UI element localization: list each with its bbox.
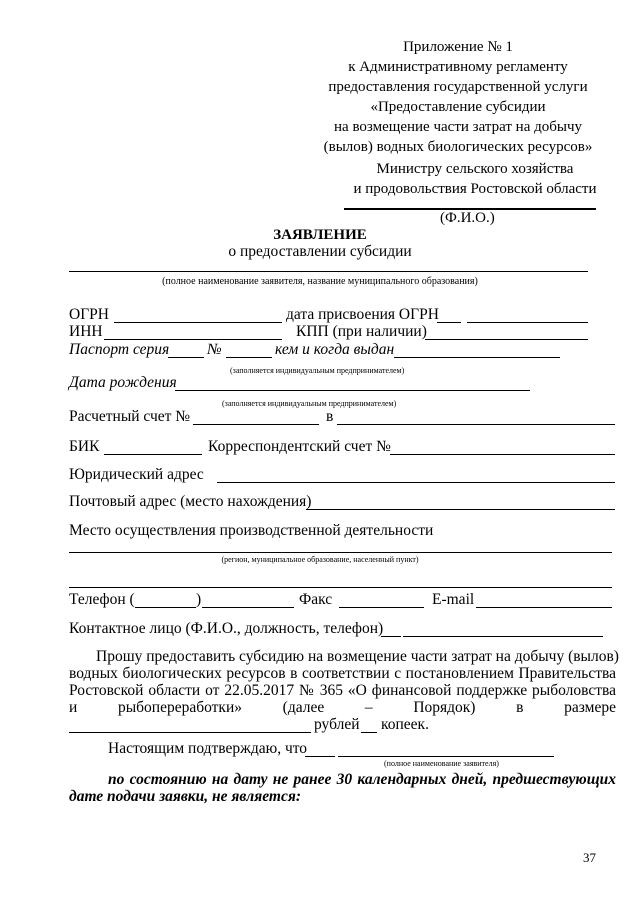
passport-series-field[interactable] bbox=[168, 357, 204, 358]
request-word: размере bbox=[564, 699, 616, 716]
contact-label: Контактное лицо (Ф.И.О., должность, телефон) bbox=[69, 620, 384, 637]
appendix-line: на возмещение части затрат на добычу bbox=[334, 119, 582, 135]
fio-caption: (Ф.И.О.) bbox=[440, 210, 495, 226]
inn-field[interactable] bbox=[104, 339, 282, 340]
postal-address-field[interactable] bbox=[306, 509, 615, 510]
email-field[interactable] bbox=[476, 607, 612, 608]
ip-note: (заполняется индивидуальным предпринимателем) bbox=[222, 399, 397, 408]
confirm-applicant-field-1[interactable] bbox=[305, 756, 335, 757]
account-label: Расчетный счет № bbox=[69, 408, 191, 425]
kopecks-field[interactable] bbox=[361, 732, 377, 733]
phone-label: Телефон ( bbox=[69, 591, 135, 608]
request-word: (далее bbox=[282, 699, 325, 716]
appendix-header bbox=[300, 37, 616, 157]
phone-number-field[interactable] bbox=[202, 607, 294, 608]
request-word: в bbox=[516, 699, 524, 716]
account-in-label: в bbox=[326, 408, 334, 425]
issued-by-label: кем и когда выдан bbox=[275, 341, 395, 358]
inn-label: ИНН bbox=[69, 323, 103, 340]
addressee-block bbox=[330, 159, 620, 199]
bank-name-field[interactable] bbox=[337, 424, 615, 425]
applicant-name-line[interactable] bbox=[69, 271, 588, 272]
confirm-caption: (полное наименование заявителя) bbox=[384, 759, 499, 768]
region-caption: (регион, муниципальное образование, населенный пункт) bbox=[221, 555, 419, 564]
activity-place-field[interactable] bbox=[69, 552, 612, 553]
ogrn-field[interactable] bbox=[114, 322, 282, 323]
request-word: и bbox=[69, 699, 78, 716]
request-line: водных биологических ресурсов в соответствии с постановлением Правительства bbox=[69, 665, 616, 682]
activity-place-field-2[interactable] bbox=[69, 587, 612, 588]
phone-close-paren: ) bbox=[196, 591, 202, 608]
appendix-line: Приложение № 1 bbox=[403, 39, 513, 55]
condition-line: дате подачи заявки, не является: bbox=[69, 788, 301, 805]
appendix-line: (вылов) водных биологических ресурсов» bbox=[323, 139, 593, 155]
rubles-label: рублей bbox=[314, 716, 360, 733]
request-word: – bbox=[364, 699, 373, 716]
ogrn-date-label: дата присвоения ОГРН bbox=[286, 306, 439, 323]
legal-address-field[interactable] bbox=[217, 482, 615, 483]
amount-field[interactable] bbox=[69, 732, 311, 733]
condition-line: по состоянию на дату не ранее 30 календарных дней, предшествующих bbox=[108, 771, 616, 788]
passport-number-field[interactable] bbox=[226, 357, 272, 358]
confirm-applicant-field-2[interactable] bbox=[338, 756, 554, 757]
request-line: Ростовской области от 22.05.2017 № 365 «О финансовой поддержке рыболовства bbox=[69, 682, 616, 699]
bik-field[interactable] bbox=[104, 454, 202, 455]
kpp-field[interactable] bbox=[425, 339, 588, 340]
bik-label: БИК bbox=[69, 438, 100, 455]
addressee-line: и продовольствия Ростовской области bbox=[353, 181, 597, 197]
document-title: ЗАЯВЛЕНИЕ bbox=[273, 227, 367, 243]
ogrn-date-field-2[interactable] bbox=[467, 322, 588, 323]
activity-place-label: Место осуществления производственной деятельности bbox=[69, 522, 434, 539]
contact-field-1[interactable] bbox=[381, 636, 401, 637]
appendix-line: «Предоставление субсидии bbox=[370, 99, 546, 115]
request-line bbox=[69, 699, 616, 717]
request-word: Порядок) bbox=[413, 699, 476, 716]
legal-address-label: Юридический адрес bbox=[69, 466, 204, 483]
email-label: E-mail bbox=[432, 591, 475, 608]
birth-date-field[interactable] bbox=[175, 390, 530, 391]
fax-label: Факс bbox=[299, 591, 333, 608]
phone-code-field[interactable] bbox=[135, 607, 196, 608]
document-subtitle: о предоставлении субсидии bbox=[228, 243, 412, 260]
ogrn-date-field-1[interactable] bbox=[437, 322, 461, 323]
appendix-line: к Административному регламенту bbox=[348, 59, 568, 75]
request-line: Прошу предоставить субсидию на возмещение части затрат на добычу (вылов) bbox=[96, 648, 619, 665]
addressee-line: Министру сельского хозяйства bbox=[376, 161, 574, 177]
applicant-caption: (полное наименование заявителя, название муниципального образования) bbox=[162, 276, 478, 287]
issued-by-field[interactable] bbox=[394, 357, 560, 358]
postal-address-label: Почтовый адрес (место нахождения) bbox=[69, 493, 312, 510]
request-word: рыбопереработки» bbox=[117, 699, 242, 716]
corr-account-label: Корреспондентский счет № bbox=[208, 438, 391, 455]
account-field[interactable] bbox=[193, 424, 319, 425]
kpp-label: КПП (при наличии) bbox=[296, 323, 427, 340]
fax-field[interactable] bbox=[339, 607, 424, 608]
appendix-line: предоставления государственной услуги bbox=[328, 79, 588, 95]
passport-number-label: № bbox=[207, 341, 222, 358]
passport-series-label: Паспорт серия bbox=[69, 341, 170, 358]
contact-field-2[interactable] bbox=[403, 636, 603, 637]
kopecks-label: копеек. bbox=[381, 716, 429, 733]
birth-date-label: Дата рождения bbox=[69, 374, 177, 391]
ogrn-label: ОГРН bbox=[69, 306, 109, 323]
confirm-text: Настоящим подтверждаю, что bbox=[108, 740, 308, 757]
corr-account-field[interactable] bbox=[390, 454, 615, 455]
ip-note: (заполняется индивидуальным предпринимателем) bbox=[230, 366, 405, 375]
page-number: 37 bbox=[583, 850, 596, 865]
